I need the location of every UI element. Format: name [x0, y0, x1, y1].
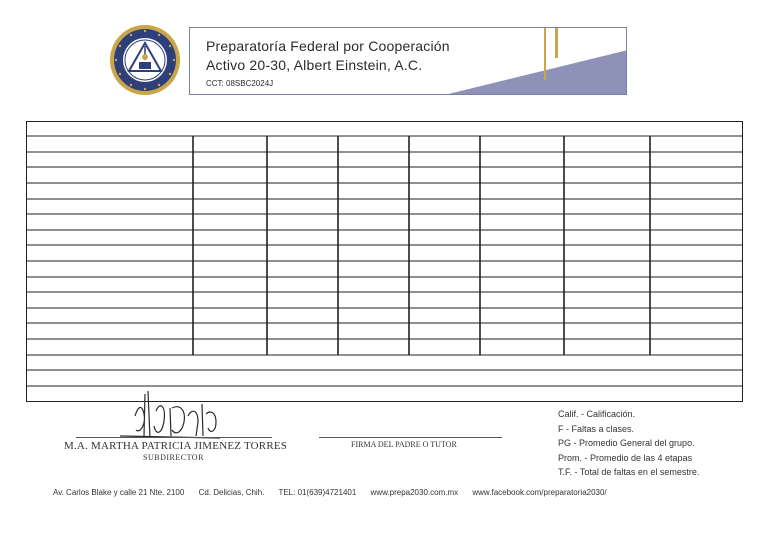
- footer-city: Cd. Delicias, Chih.: [198, 488, 265, 497]
- footer-address: Av. Carlos Blake y calle 21 Nte. 2100: [53, 488, 185, 497]
- legend-item: T.F. - Total de faltas en el semestre.: [558, 467, 700, 477]
- school-cct: CCT: 08SBC2024J: [206, 79, 274, 88]
- footer-website: www.prepa2030.com.mx: [370, 488, 459, 497]
- footer-phone: TEL: 01(639)4721401: [278, 488, 357, 497]
- grades-table: [26, 121, 743, 402]
- school-seal-icon: [109, 24, 181, 96]
- school-name-line1: Preparatoría Federal por Cooperación: [206, 38, 450, 54]
- school-name-line2: Activo 20-30, Albert Einstein, A.C.: [206, 57, 423, 73]
- legend-item: PG - Promedio General del grupo.: [558, 438, 695, 448]
- legend-item: F - Faltas a clases.: [558, 423, 635, 434]
- director-name: M.A. MARTHA PATRICIA JIMENEZ TORRES: [64, 440, 288, 452]
- tutor-signature-line: [319, 437, 502, 438]
- footer-facebook: www.facebook.com/preparatoria2030/: [472, 488, 607, 497]
- legend-item: Prom. - Promedio de las 4 etapas: [558, 452, 693, 463]
- legend-item: Calif. - Calificación.: [558, 409, 636, 419]
- footer-contact: [53, 488, 619, 497]
- director-role: SUBDIRECTOR: [143, 453, 204, 462]
- school-header: [189, 27, 627, 95]
- abbreviations-legend: [558, 407, 699, 480]
- tutor-signature-label: FIRMA DEL PADRE O TUTOR: [351, 440, 457, 449]
- director-signature-line: [76, 437, 272, 438]
